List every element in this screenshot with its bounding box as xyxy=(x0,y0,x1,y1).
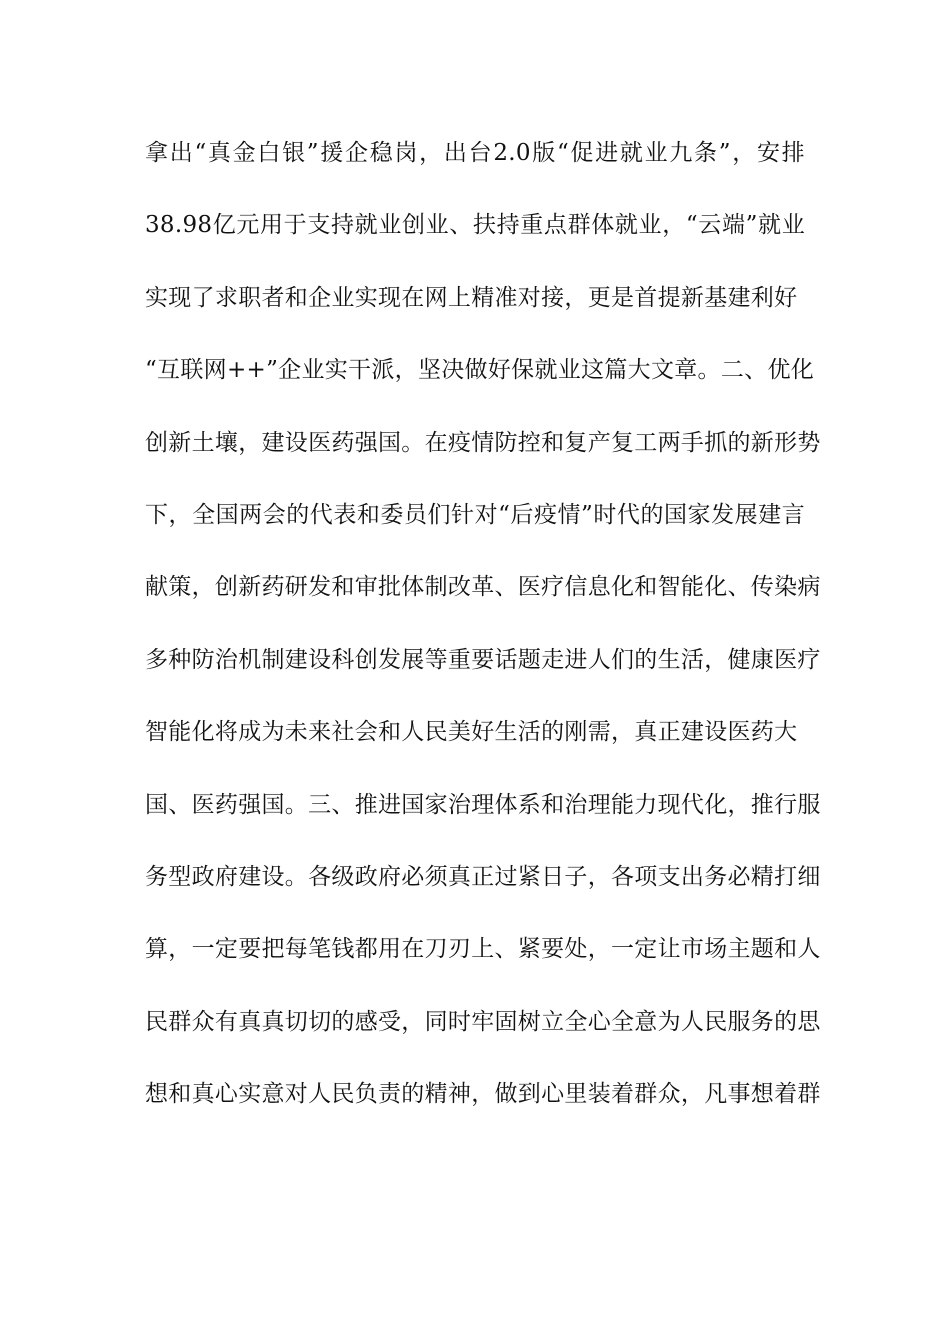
text-line-12: 算，一定要把每笔钱都用在刀刃上、紧要处，一定让市场主题和人 xyxy=(145,936,821,963)
text-line-14: 想和真心实意对人民负责的精神，做到心里装着群众，凡事想着群 xyxy=(145,1081,821,1108)
body-text xyxy=(145,133,821,1146)
text-line-8: 多种防治机制建设科创发展等重要话题走进人们的生活，健康医疗 xyxy=(145,646,821,673)
text-line-6: 下，全国两会的代表和委员们针对“后疫情”时代的国家发展建言 xyxy=(145,501,805,528)
text-line-4: “互联网++”企业实干派，坚决做好保就业这篇大文章。二、优化 xyxy=(145,357,815,384)
text-line-1: 拿出“真金白银”援企稳岗，出台2.0版“促进就业九条”，安排 xyxy=(145,140,805,166)
text-line-9: 智能化将成为未来社会和人民美好生活的刚需，真正建设医药大 xyxy=(145,719,798,746)
text-line-13: 民群众有真真切切的感受，同时牢固树立全心全意为人民服务的思 xyxy=(145,1008,821,1035)
text-line-7: 献策，创新药研发和审批体制改革、医疗信息化和智能化、传染病 xyxy=(145,574,821,601)
text-line-3: 实现了求职者和企业实现在网上精准对接，更是首提新基建利好 xyxy=(145,284,798,311)
text-line-11: 务型政府建设。各级政府必须真正过紧日子，各项支出务必精打细 xyxy=(145,863,821,890)
text-line-10: 国、医药强国。三、推进国家治理体系和治理能力现代化，推行服 xyxy=(145,791,821,818)
text-line-5: 创新土壤，建设医药强国。在疫情防控和复产复工两手抓的新形势 xyxy=(145,429,821,456)
text-line-2: 38.98亿元用于支持就业创业、扶持重点群体就业，“云端”就业 xyxy=(145,212,805,239)
